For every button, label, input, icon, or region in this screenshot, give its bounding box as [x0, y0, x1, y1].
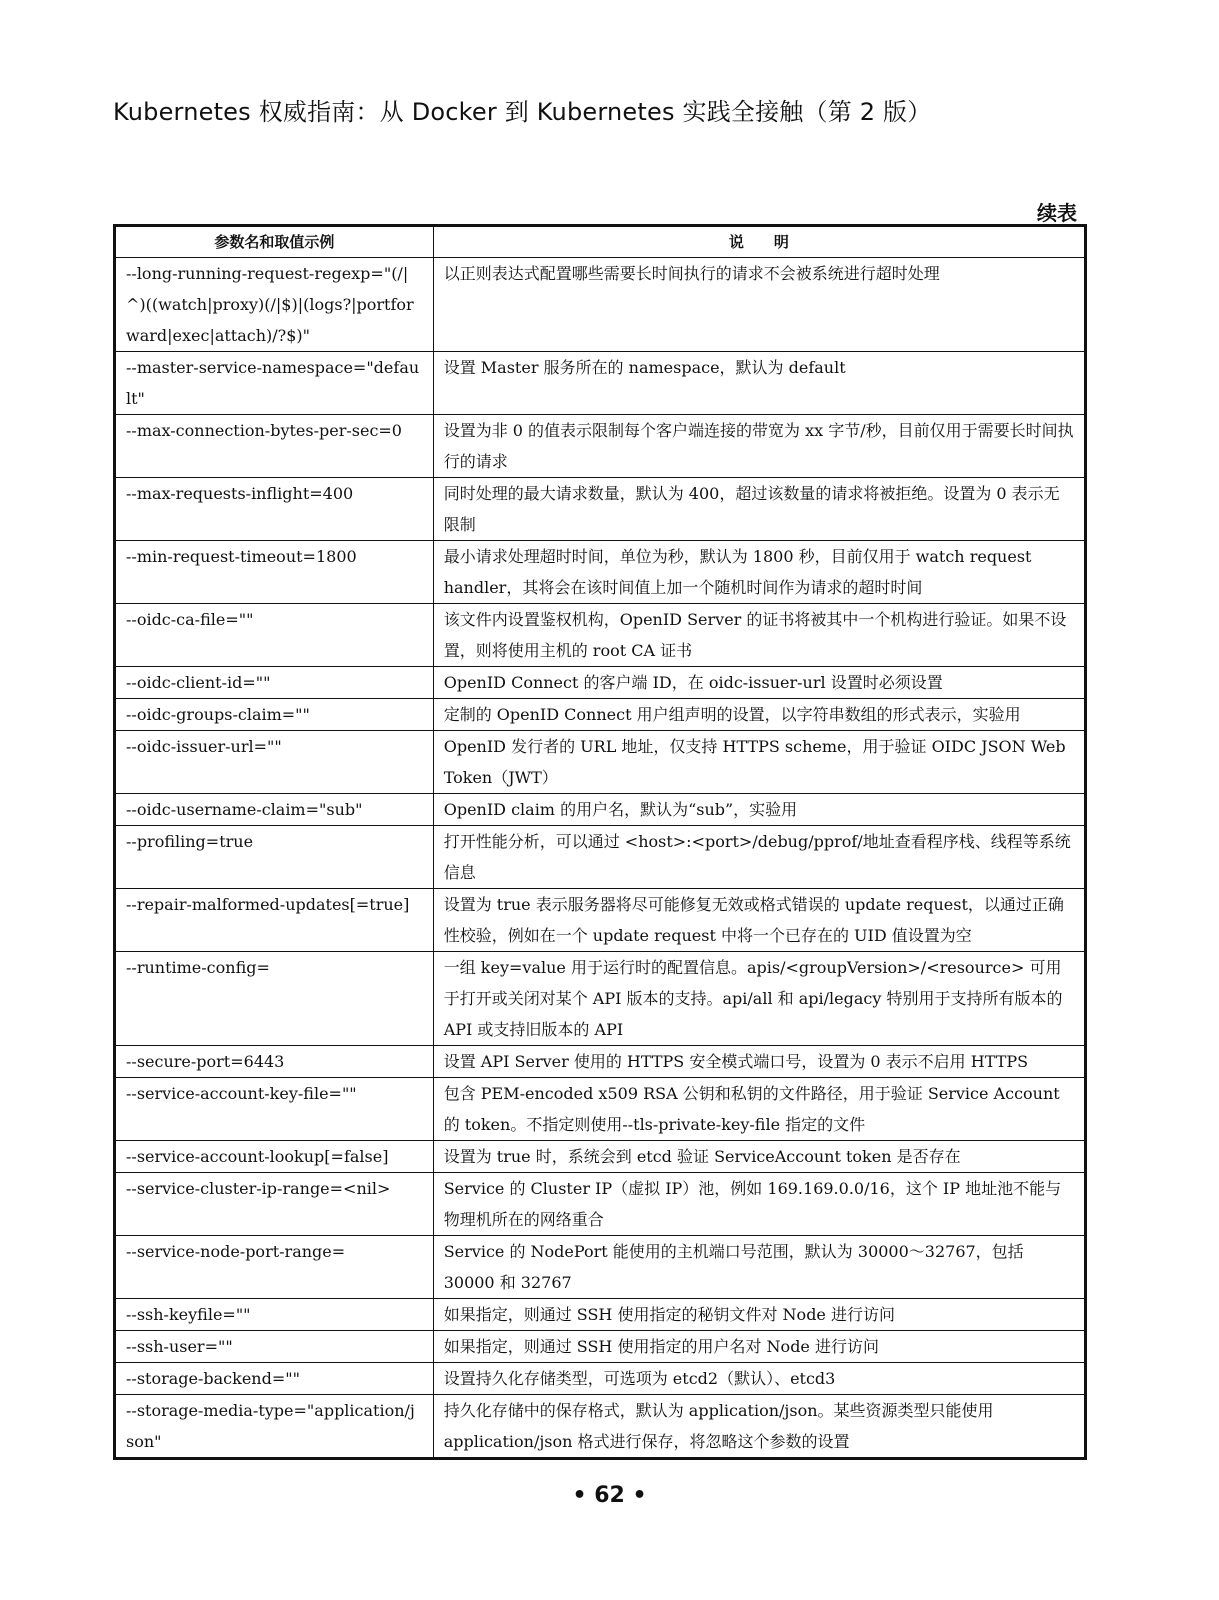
parameter-description: 持久化存储中的保存格式，默认为 application/json。某些资源类型只能使用 application/json 格式进行保存，将忽略这个参数的设置 [433, 1395, 1085, 1459]
parameter-description: 如果指定，则通过 SSH 使用指定的用户名对 Node 进行访问 [433, 1331, 1085, 1363]
table-row [115, 541, 1086, 604]
parameter-name: --service-node-port-range= [115, 1236, 434, 1299]
parameter-description: 定制的 OpenID Connect 用户组声明的设置，以字符串数组的形式表示，实验用 [433, 699, 1085, 731]
parameter-description: 以正则表达式配置哪些需要长时间执行的请求不会被系统进行超时处理 [433, 258, 1085, 352]
table-row [115, 699, 1086, 731]
parameter-description: 设置 Master 服务所在的 namespace，默认为 default [433, 352, 1085, 415]
table-row [115, 1395, 1086, 1459]
table-row [115, 1046, 1086, 1078]
table-row [115, 352, 1086, 415]
parameter-description: 如果指定，则通过 SSH 使用指定的秘钥文件对 Node 进行访问 [433, 1299, 1085, 1331]
parameter-description: 该文件内设置鉴权机构，OpenID Server 的证书将被其中一个机构进行验证。如果不设置，则将使用主机的 root CA 证书 [433, 604, 1085, 667]
parameter-name: --service-account-key-file="" [115, 1078, 434, 1141]
parameter-description: Service 的 NodePort 能使用的主机端口号范围，默认为 30000～32767，包括 30000 和 32767 [433, 1236, 1085, 1299]
parameter-description: 一组 key=value 用于运行时的配置信息。apis/<groupVersion>/<resource> 可用于打开或关闭对某个 API 版本的支持。api/all 和 api/legacy 特别用于支持所有版本的 API 或支持旧版本的 API [433, 952, 1085, 1046]
parameter-description: OpenID 发行者的 URL 地址，仅支持 HTTPS scheme，用于验证 OIDC JSON Web Token（JWT） [433, 731, 1085, 794]
parameter-name: --oidc-username-claim="sub" [115, 794, 434, 826]
table-row [115, 667, 1086, 699]
parameter-name: --oidc-issuer-url="" [115, 731, 434, 794]
running-header: Kubernetes 权威指南：从 Docker 到 Kubernetes 实践全接触（第 2 版） [113, 98, 932, 126]
parameter-name: --runtime-config= [115, 952, 434, 1046]
parameter-description: 设置为 true 表示服务器将尽可能修复无效或格式错误的 update request，以通过正确性校验，例如在一个 update request 中将一个已存在的 UID 值设置为空 [433, 889, 1085, 952]
table-row [115, 604, 1086, 667]
parameter-description: 包含 PEM-encoded x509 RSA 公钥和私钥的文件路径，用于验证 Service Account 的 token。不指定则使用--tls-private-key-file 指定的文件 [433, 1078, 1085, 1141]
column-header-description: 说 明 [433, 226, 1085, 258]
parameter-name: --profiling=true [115, 826, 434, 889]
parameter-description: OpenID claim 的用户名，默认为“sub”，实验用 [433, 794, 1085, 826]
parameter-name: --min-request-timeout=1800 [115, 541, 434, 604]
table-row [115, 952, 1086, 1046]
table-row [115, 889, 1086, 952]
parameter-description: Service 的 Cluster IP（虚拟 IP）池，例如 169.169.0.0/16，这个 IP 地址池不能与物理机所在的网络重合 [433, 1173, 1085, 1236]
table-row [115, 1331, 1086, 1363]
parameter-name: --secure-port=6443 [115, 1046, 434, 1078]
parameter-description: 设置持久化存储类型，可选项为 etcd2（默认）、etcd3 [433, 1363, 1085, 1395]
parameter-name: --ssh-user="" [115, 1331, 434, 1363]
parameter-description: 打开性能分析，可以通过 <host>:<port>/debug/pprof/地址查看程序栈、线程等系统信息 [433, 826, 1085, 889]
table-row [115, 1078, 1086, 1141]
table-row [115, 1141, 1086, 1173]
parameter-name: --long-running-request-regexp="(/|^)((watch|proxy)(/|$)|(logs?|portforward|exec|attach)/?$)" [115, 258, 434, 352]
column-header-parameter: 参数名和取值示例 [115, 226, 434, 258]
parameter-description: 最小请求处理超时时间，单位为秒，默认为 1800 秒，目前仅用于 watch request handler，其将会在该时间值上加一个随机时间作为请求的超时时间 [433, 541, 1085, 604]
parameter-description: 设置 API Server 使用的 HTTPS 安全模式端口号，设置为 0 表示不启用 HTTPS [433, 1046, 1085, 1078]
table-header-row [115, 226, 1086, 258]
parameter-description: 设置为非 0 的值表示限制每个客户端连接的带宽为 xx 字节/秒，目前仅用于需要长时间执行的请求 [433, 415, 1085, 478]
page-number: • 62 • [572, 1483, 647, 1508]
parameter-name: --storage-backend="" [115, 1363, 434, 1395]
parameter-name: --ssh-keyfile="" [115, 1299, 434, 1331]
table-row [115, 794, 1086, 826]
table-row [115, 1363, 1086, 1395]
parameter-description: OpenID Connect 的客户端 ID，在 oidc-issuer-url 设置时必须设置 [433, 667, 1085, 699]
parameter-name: --oidc-ca-file="" [115, 604, 434, 667]
parameter-name: --max-requests-inflight=400 [115, 478, 434, 541]
table-row [115, 731, 1086, 794]
table-row [115, 1236, 1086, 1299]
parameter-table [113, 224, 1087, 1460]
table-row [115, 1173, 1086, 1236]
table-row [115, 826, 1086, 889]
parameter-name: --repair-malformed-updates[=true] [115, 889, 434, 952]
parameter-name: --oidc-groups-claim="" [115, 699, 434, 731]
parameter-description: 设置为 true 时，系统会到 etcd 验证 ServiceAccount token 是否存在 [433, 1141, 1085, 1173]
parameter-name: --service-cluster-ip-range=<nil> [115, 1173, 434, 1236]
parameter-name: --max-connection-bytes-per-sec=0 [115, 415, 434, 478]
continued-label: 续表 [1037, 201, 1077, 225]
parameter-name: --oidc-client-id="" [115, 667, 434, 699]
parameter-description: 同时处理的最大请求数量，默认为 400，超过该数量的请求将被拒绝。设置为 0 表示无限制 [433, 478, 1085, 541]
parameter-name: --service-account-lookup[=false] [115, 1141, 434, 1173]
table-row [115, 1299, 1086, 1331]
table-row [115, 415, 1086, 478]
table-row [115, 258, 1086, 352]
parameter-name: --storage-media-type="application/json" [115, 1395, 434, 1459]
table-row [115, 478, 1086, 541]
parameter-name: --master-service-namespace="default" [115, 352, 434, 415]
